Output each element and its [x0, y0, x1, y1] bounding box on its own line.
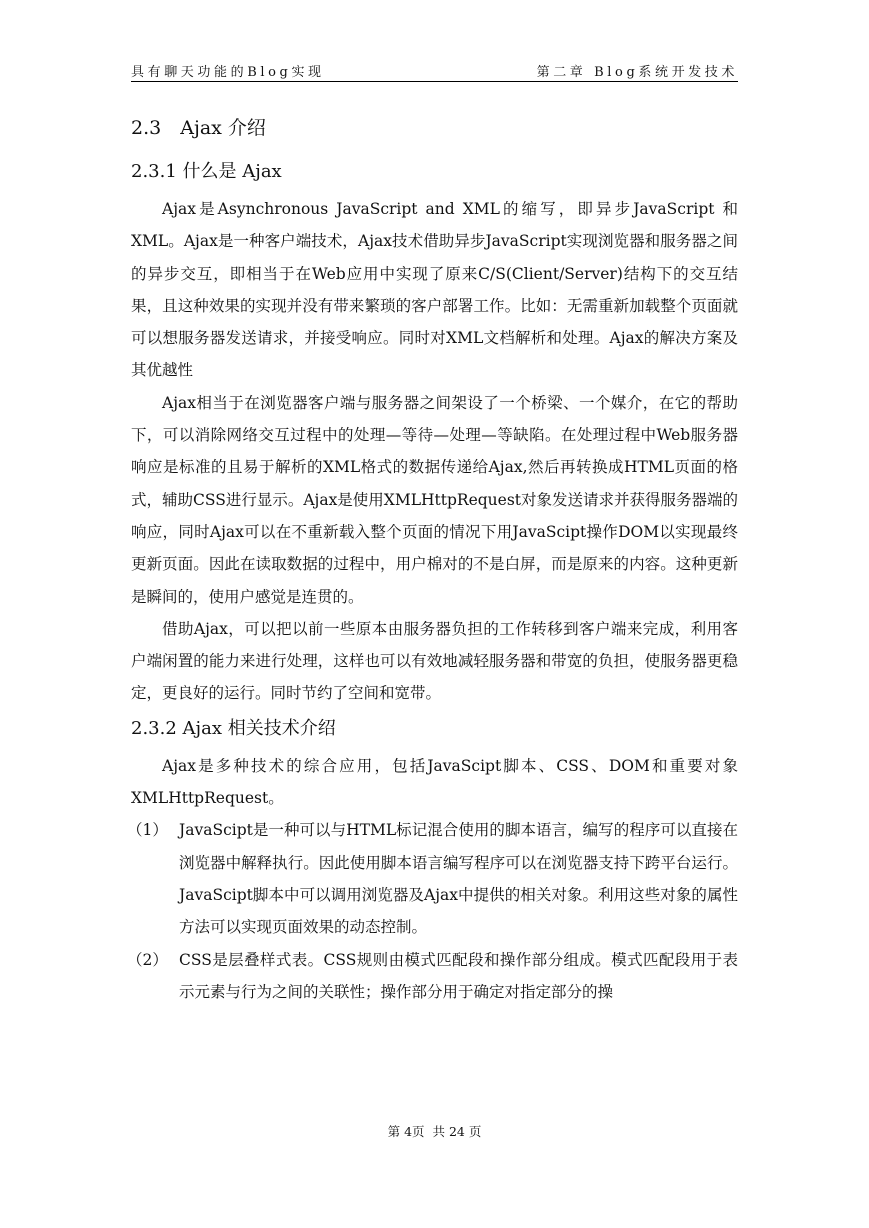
header-divider: [131, 81, 738, 82]
list-item-text: CSS是层叠样式表。CSS规则由模式匹配段和操作部分组成。模式匹配段用于表示元素与行为之间的关联性；操作部分用于确定对指定部分的操: [179, 950, 738, 1001]
section-heading: 2.3 Ajax 介绍: [131, 117, 266, 139]
running-header-title: 具有聊天功能的Blog实现: [131, 65, 325, 80]
list-item-number: （2）: [127, 950, 168, 969]
list-item-number: （1）: [127, 821, 168, 840]
paragraph-ajax-definition: Ajax是Asynchronous JavaScript and XML的缩写，即异步JavaScript 和XML。Ajax是一种客户端技术，Ajax技术借助异步JavaScript实现浏览器和服务器之间的异步交互，即相当于在Web应用中实现了原来C/S(Client/Server)结构下的交互结果，且这种效果的实现并没有带来繁琐的客户部署工作。比如：无需重新加载整个页面就可以想服务器发送请求，并接受响应。同时对XML文档解析和处理。Ajax的解决方案及其优越性: [131, 200, 738, 380]
paragraph-ajax-bridge: Ajax相当于在浏览器客户端与服务器之间架设了一个桥梁、一个媒介，在它的帮助下，可以消除网络交互过程中的处理—等待—处理—等缺陷。在处理过程中Web服务器响应是标准的且易于解析的XML格式的数据传递给Ajax,然后再转换成HTML页面的格式，辅助CSS进行显示。Ajax是使用XMLHttpRequest对象发送请求并获得服务器端的响应，同时Ajax可以在不重新载入整个页面的情况下用JavaScipt操作DOM以实现最终更新页面。因此在读取数据的过程中，用户棉对的不是白屏，而是原来的内容。这种更新是瞬间的，使用户感觉是连贯的。: [131, 393, 739, 606]
page-number-footer: 第 4页 共 24 页: [387, 1124, 482, 1139]
paragraph-related-tech-intro: Ajax是多种技术的综合应用，包括JavaScipt脚本、CSS、DOM和重要对象XMLHttpRequest。: [131, 756, 738, 808]
list-item-text: JavaScipt是一种可以与HTML标记混合使用的脚本语言，编写的程序可以直接在浏览器中解释执行。因此使用脚本语言编写程序可以在浏览器支持下跨平台运行。JavaScipt脚本中可以调用浏览器及Ajax中提供的相关对象。利用这些对象的属性方法可以实现页面效果的动态控制。: [179, 821, 738, 937]
subsection-heading-related-tech: 2.3.2 Ajax 相关技术介绍: [131, 717, 336, 739]
page-body: [127, 113, 739, 1008]
running-header-chapter: 第二章 Blog系统开发技术: [536, 65, 738, 80]
paragraph-ajax-benefits: 借助Ajax，可以把以前一些原本由服务器负担的工作转移到客户端来完成，利用客户端闲置的能力来进行处理，这样也可以有效地减轻服务器和带宽的负担，使服务器更稳定，更良好的运行。同时节约了空间和宽带。: [131, 619, 738, 703]
list-item-css: [127, 944, 738, 1009]
subsection-heading-what-is-ajax: 2.3.1 什么是 Ajax: [131, 161, 282, 182]
list-item-javascript: [127, 814, 738, 943]
